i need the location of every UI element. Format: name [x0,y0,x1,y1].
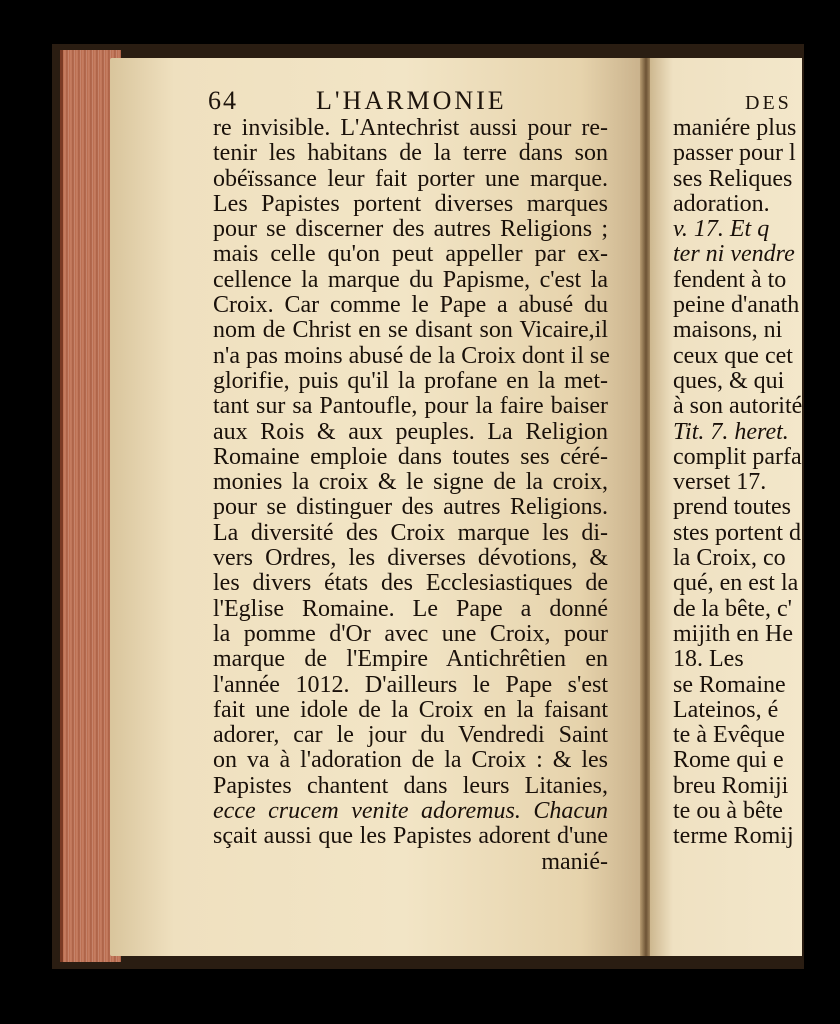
text-line: Croix. Car comme le Pape a abusé du [213,292,608,319]
text-line: Tit. 7. heret. [673,418,789,445]
text-line: les divers états des Ecclesiastiques de [213,570,608,597]
text-line: manié- [541,848,608,875]
text-line: peine d'anath [673,292,800,319]
text-line: aux Rois & aux peuples. La Religion [213,418,608,445]
text-line: Romaine emploie dans toutes ses céré- [213,443,608,470]
left-page-header [208,86,608,116]
text-line: te ou à bête [673,798,783,825]
text-line: Papistes chantent dans leurs Litanies, [213,772,608,799]
text-line: ses Reliques [673,165,793,192]
right-page-text [673,116,840,850]
text-line: tant sur sa Pantoufle, pour la faire baiser [213,393,608,420]
text-line: de la bête, c' [673,595,792,622]
text-line: prend toutes [673,494,791,521]
text-line: Les Papistes portent diverses marques [213,190,608,217]
text-line: qué, en est la [673,570,799,597]
running-title: L'HARMONIE [316,86,507,115]
right-page-header: DES [745,92,792,114]
text-line: à son autorité [673,393,803,420]
text-line: re invisible. L'Antechrist aussi pour re- [213,115,608,141]
text-line: Rome qui e [673,747,784,774]
text-line: v. 17. Et q [673,216,770,243]
text-line: La diversité des Croix marque les di- [213,519,608,546]
text-line: passer pour l [673,140,796,167]
text-line: glorifie, puis qu'il la profane en la met- [213,367,608,394]
text-line: adorer, car le jour du Vendredi Saint [213,722,608,749]
text-line: on va à l'adoration de la Croix : & les [213,747,608,774]
text-line: 18. Les [673,646,744,673]
text-line: pour se distinguer des autres Religions. [213,494,608,521]
text-line: ecce crucem venite adoremus. Chacun [213,798,608,825]
page-number: 64 [208,86,238,115]
text-line: fendent à to [673,266,787,293]
text-line: ter ni vendre [673,241,795,268]
text-line: maniére plus [673,115,797,141]
text-line: verset 17. [673,469,767,496]
text-line: pour se discerner des autres Religions ; [213,216,608,243]
text-line: nom de Christ en se disant son Vicaire,il [213,317,608,344]
text-line: l'Eglise Romaine. Le Pape a donné [213,595,608,622]
text-line: tenir les habitans de la terre dans son [213,140,608,167]
text-line: se Romaine [673,671,786,698]
text-line: breu Romiji [673,772,789,799]
text-line: ceux que cet [673,342,793,369]
text-line: complit parfa [673,443,802,470]
text-line: adoration. [673,190,770,217]
text-line: terme Romij [673,823,794,850]
text-line: monies la croix & le signe de la croix, [213,469,608,496]
text-line: n'a pas moins abusé de la Croix dont il se [213,342,610,369]
text-line: vers Ordres, les diverses dévotions, & [213,545,608,572]
text-line: maisons, ni [673,317,783,344]
text-line: ques, & qui [673,367,785,394]
text-line: marque de l'Empire Antichrêtien en [213,646,608,673]
text-line: la Croix, co [673,545,786,572]
text-line: sçait aussi que les Papistes adorent d'une [213,823,608,850]
text-line: la pomme d'Or avec une Croix, pour [213,620,608,647]
text-line: mais celle qu'on peut appeller par ex- [213,241,608,268]
text-line: mijith en He [673,620,793,647]
text-line: fait une idole de la Croix en la faisant [213,696,608,723]
text-line: l'année 1012. D'ailleurs le Pape s'est [213,671,608,698]
text-line: cellence la marque du Papisme, c'est la [213,266,608,293]
text-line: stes portent d [673,519,801,546]
left-page-text [213,116,608,875]
text-line: obéïssance leur fait porter une marque. [213,165,608,192]
text-line: Lateinos, é [673,696,779,723]
text-line: te à Evêque [673,722,785,749]
